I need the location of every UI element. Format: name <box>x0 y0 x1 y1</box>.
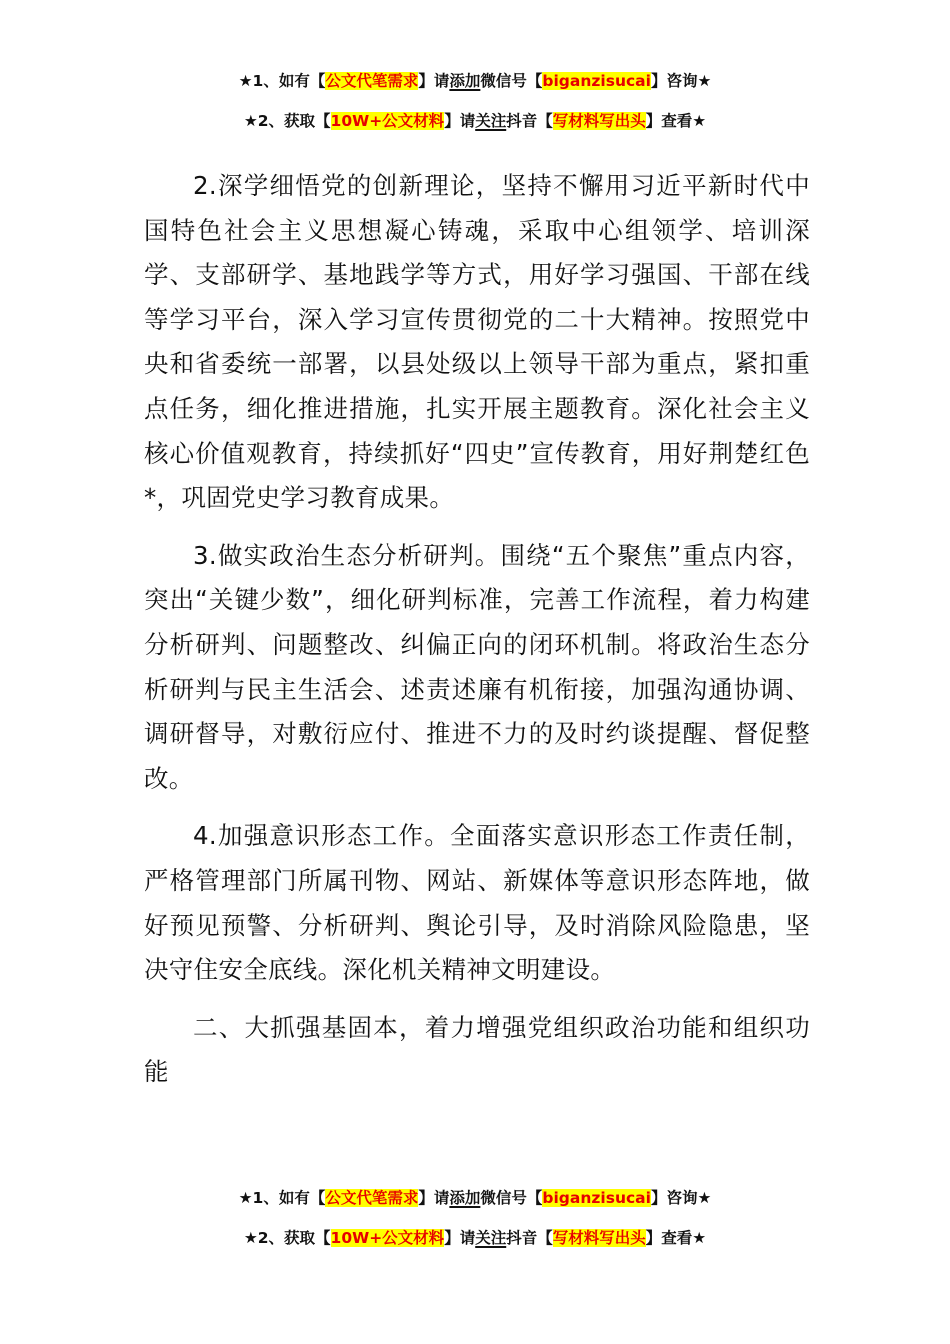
section-heading: 二、大抓强基固本，着力增强党组织政治功能和组织功能 <box>144 1012 810 1087</box>
top-banner-line-1 <box>0 70 950 92</box>
banner-highlight: 10W+公文材料 <box>330 1229 445 1247</box>
banner-text: ★1、如有【 <box>238 1189 326 1207</box>
paragraph: 3.做实政治生态分析研判。围绕“五个聚焦”重点内容，突出“关键少数”，细化研判标准，完善工作流程，着力构建分析研判、问题整改、纠偏正向的闭环机制。将政治生态分析研判与民主生活会、述责述廉有机衔接，加强沟通协调、调研督导，对敷衍应付、推进不力的及时约谈提醒、督促整改。 <box>144 540 810 793</box>
banner-text: 抖音【 <box>506 112 553 130</box>
banner-text: 】请 <box>418 72 450 90</box>
banner-underlined: 关注 <box>475 1229 507 1247</box>
banner-underlined: 添加 <box>449 72 481 90</box>
banner-text: ★2、获取【 <box>243 112 331 130</box>
paragraph: 4.加强意识形态工作。全面落实意识形态工作责任制，严格管理部门所属刊物、网站、新媒体等意识形态阵地，做好预见预警、分析研判、舆论引导，及时消除风险隐患，坚决守住安全底线。深化机关精神文明建设。 <box>144 821 810 985</box>
banner-highlight: 公文代笔需求 <box>325 72 419 90</box>
banner-text: 】查看★ <box>645 1229 707 1247</box>
bottom-banner-line-1 <box>0 1187 950 1209</box>
banner-underlined: 添加 <box>449 1189 481 1207</box>
document-body <box>144 164 810 1108</box>
banner-text: 】查看★ <box>645 112 707 130</box>
banner-text: 】请 <box>418 1189 450 1207</box>
banner-highlight: biganzisucai <box>542 72 651 90</box>
banner-text: ★1、如有【 <box>238 72 326 90</box>
banner-highlight: 写材料写出头 <box>552 112 646 130</box>
paragraph: 2.深学细悟党的创新理论，坚持不懈用习近平新时代中国特色社会主义思想凝心铸魂，采取中心组领学、培训深学、支部研学、基地践学等方式，用好学习强国、干部在线等学习平台，深入学习宣传贯彻党的二十大精神。按照党中央和省委统一部署，以县处级以上领导干部为重点，紧扣重点任务，细化推进措施，扎实开展主题教育。深化社会主义核心价值观教育，持续抓好“四史”宣传教育，用好荆楚红色*，巩固党史学习教育成果。 <box>144 171 810 513</box>
banner-highlight: 写材料写出头 <box>552 1229 646 1247</box>
banner-text: 微信号【 <box>480 1189 543 1207</box>
banner-text: 】咨询★ <box>650 1189 712 1207</box>
banner-text: ★2、获取【 <box>243 1229 331 1247</box>
banner-text: 抖音【 <box>506 1229 553 1247</box>
bottom-banner-line-2 <box>0 1227 950 1249</box>
banner-highlight: 10W+公文材料 <box>330 112 445 130</box>
banner-underlined: 关注 <box>475 112 507 130</box>
banner-highlight: 公文代笔需求 <box>325 1189 419 1207</box>
banner-text: 】请 <box>444 112 476 130</box>
banner-text: 】请 <box>444 1229 476 1247</box>
banner-highlight: biganzisucai <box>542 1189 651 1207</box>
top-banner-line-2 <box>0 110 950 132</box>
banner-text: 微信号【 <box>480 72 543 90</box>
banner-text: 】咨询★ <box>650 72 712 90</box>
